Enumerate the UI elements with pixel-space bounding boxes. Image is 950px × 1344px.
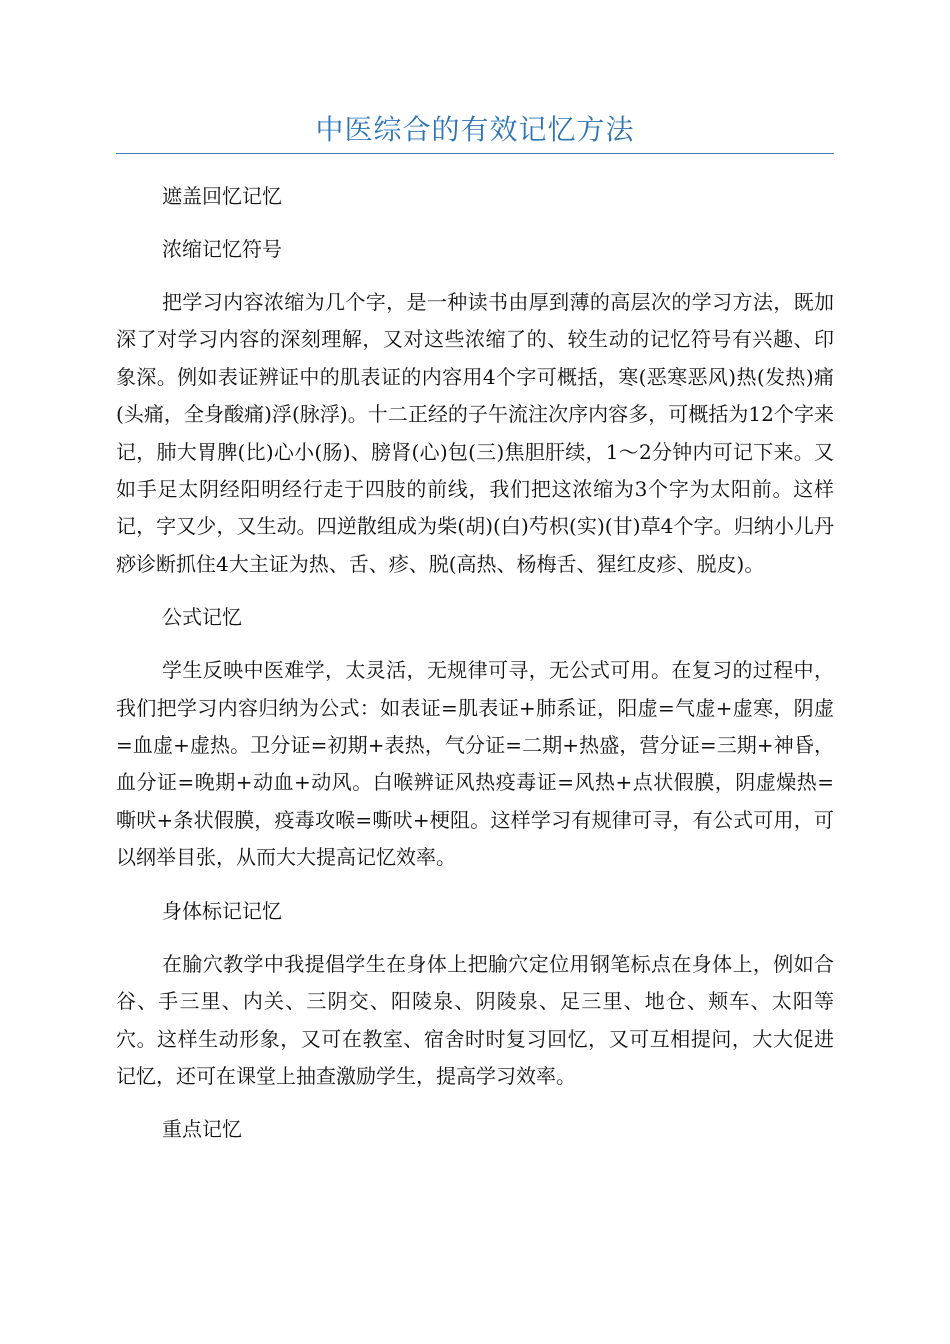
paragraph-formula-memory: 学生反映中医难学，太灵活，无规律可寻，无公式可用。在复习的过程中，我们把学习内容归纳为公式：如表证=肌表证+肺系证，阳虚=气虚+虚寒，阴虚=血虚+虚热。卫分证=初期+表热，气分证=二期+热盛，营分证=三期+神昏，血分证=晚期+动血+动风。白喉辨证风热疫毒证=风热+点状假膜，阴虚燥热=嘶吠+条状假膜，疫毒攻喉=嘶吠+梗阻。这样学习有规律可寻，有公式可用，可以纲举目张，从而大大提高记忆效率。 — [116, 658, 834, 870]
paragraph-body-marking: 在腧穴教学中我提倡学生在身体上把腧穴定位用钢笔标点在身体上，例如合谷、手三里、内关、三阴交、阳陵泉、阴陵泉、足三里、地仓、颊车、太阳等穴。这样生动形象，又可在教室、宿舍时时复习回忆，又可互相提问，大大促进记忆，还可在课堂上抽查激励学生，提高学习效率。 — [116, 951, 834, 1088]
title-underline — [116, 153, 834, 154]
section-heading-formula-memory: 公式记忆 — [162, 605, 242, 630]
paragraph-condensed-symbols: 把学习内容浓缩为几个字，是一种读书由厚到薄的高层次的学习方法，既加深了对学习内容的深刻理解，又对这些浓缩了的、较生动的记忆符号有兴趣、印象深。例如表证辨证中的肌表证的内容用4个字可概括，寒(恶寒恶风)热(发热)痛(头痛，全身酸痛)浮(脉浮)。十二正经的子午流注次序内容多，可概括为12个字来记，肺大胃脾(比)心小(肠)、膀肾(心)包(三)焦胆肝续，1～2分钟内可记下来。又如手足太阴经阳明经行走于四肢的前线，我们把这浓缩为3个字为太阳前。这样记，字又少，又生动。四逆散组成为柴(胡)(白)芍枳(实)(甘)草4个字。归纳小儿丹痧诊断抓住4大主证为热、舌、疹、脱(高热、杨梅舌、猩红皮疹、脱皮)。 — [116, 290, 834, 576]
section-heading-key-points: 重点记忆 — [162, 1117, 242, 1142]
document-title: 中医综合的有效记忆方法 — [315, 113, 635, 146]
section-heading-cover-recall: 遮盖回忆记忆 — [162, 184, 282, 208]
section-heading-body-marking: 身体标记记忆 — [162, 898, 282, 923]
document-body — [116, 178, 834, 1164]
section-heading-condensed-symbols: 浓缩记忆符号 — [162, 237, 282, 261]
